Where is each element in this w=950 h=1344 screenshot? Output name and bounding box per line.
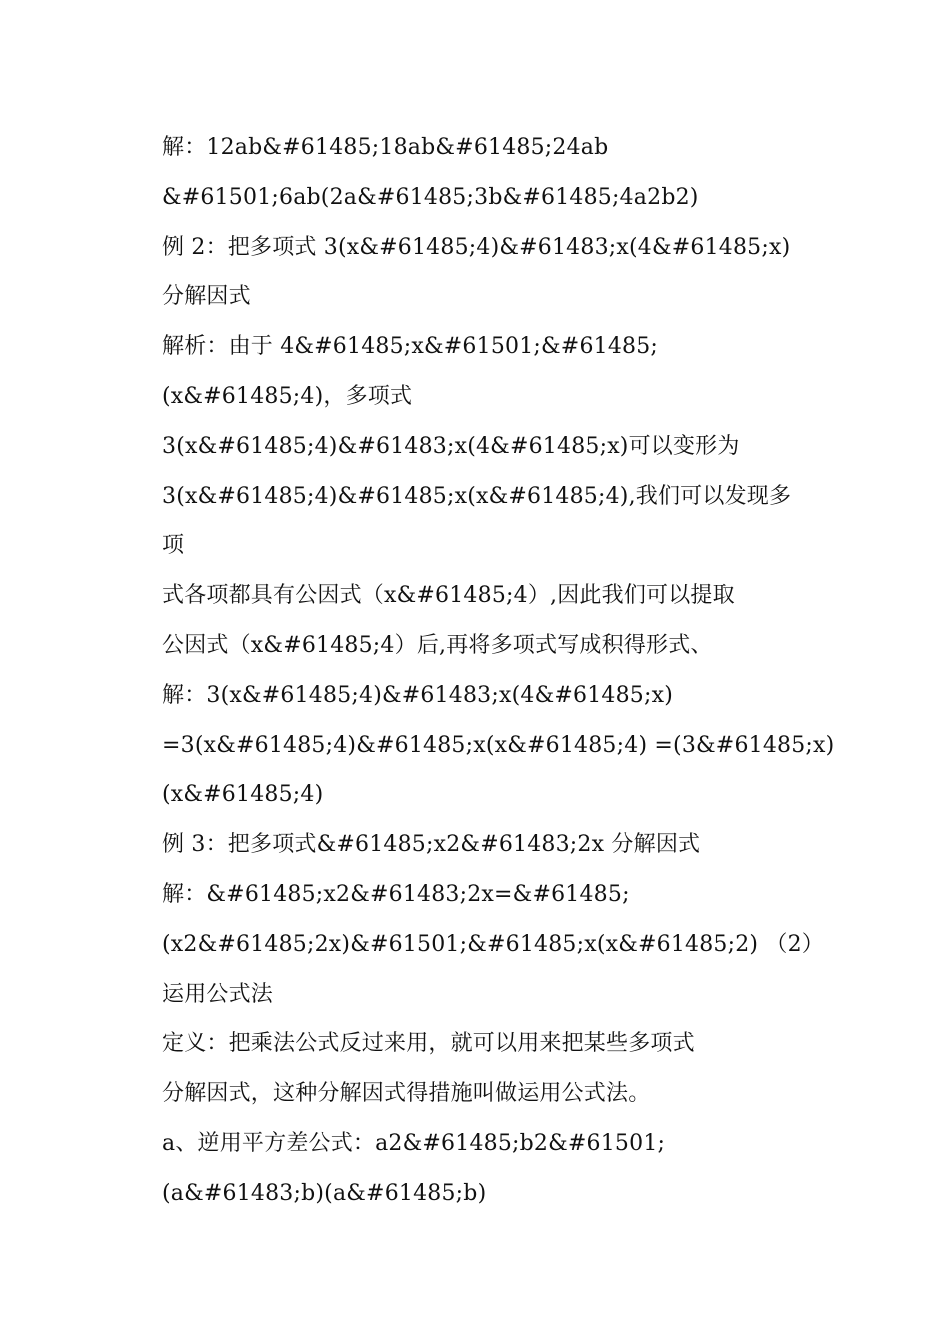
- text-line-15: 例 3：把多项式&#61485;x2&#61483;2x 分解因式: [162, 832, 701, 858]
- text-line-7: 3(x&#61485;4)&#61483;x(4&#61485;x)可以变形为: [162, 433, 740, 459]
- text-line-14: (x&#61485;4): [162, 782, 324, 808]
- text-line-6: (x&#61485;4)，多项式: [162, 383, 413, 409]
- text-line-5: 解析：由于 4&#61485;x&#61501;&#61485;: [162, 334, 659, 360]
- text-line-16: 解：&#61485;x2&#61483;2x=&#61485;: [162, 881, 630, 907]
- text-line-1: 解：12ab&#61485;18ab&#61485;24ab: [162, 135, 609, 160]
- text-line-10: 式各项都具有公因式（x&#61485;4）,因此我们可以提取: [162, 583, 735, 609]
- text-line-3: 例 2：把多项式 3(x&#61485;4)&#61483;x(4&#61485;x): [162, 234, 791, 260]
- text-line-20: 分解因式，这种分解因式得措施叫做运用公式法。: [162, 1081, 651, 1107]
- text-line-22: (a&#61483;b)(a&#61485;b): [162, 1180, 487, 1206]
- text-line-18: 运用公式法: [162, 981, 274, 1007]
- text-line-19: 定义：把乘法公式反过来用，就可以用来把某些多项式: [162, 1031, 695, 1057]
- document-body: [162, 123, 835, 1219]
- text-line-9: 项: [162, 533, 185, 559]
- text-line-12: 解：3(x&#61485;4)&#61483;x(4&#61485;x): [162, 682, 673, 708]
- text-line-21: a、逆用平方差公式：a2&#61485;b2&#61501;: [162, 1130, 666, 1156]
- text-line-8: 3(x&#61485;4)&#61485;x(x&#61485;4),我们可以发现多: [162, 483, 792, 509]
- text-line-2: &#61501;6ab(2a&#61485;3b&#61485;4a2b2): [162, 184, 699, 210]
- text-line-4: 分解因式: [162, 284, 251, 310]
- text-line-13: =3(x&#61485;4)&#61485;x(x&#61485;4) =(3&#61485;x): [162, 732, 835, 758]
- text-line-17: (x2&#61485;2x)&#61501;&#61485;x(x&#61485;2) （2）: [162, 931, 824, 957]
- text-line-11: 公因式（x&#61485;4）后,再将多项式写成积得形式、: [162, 632, 713, 658]
